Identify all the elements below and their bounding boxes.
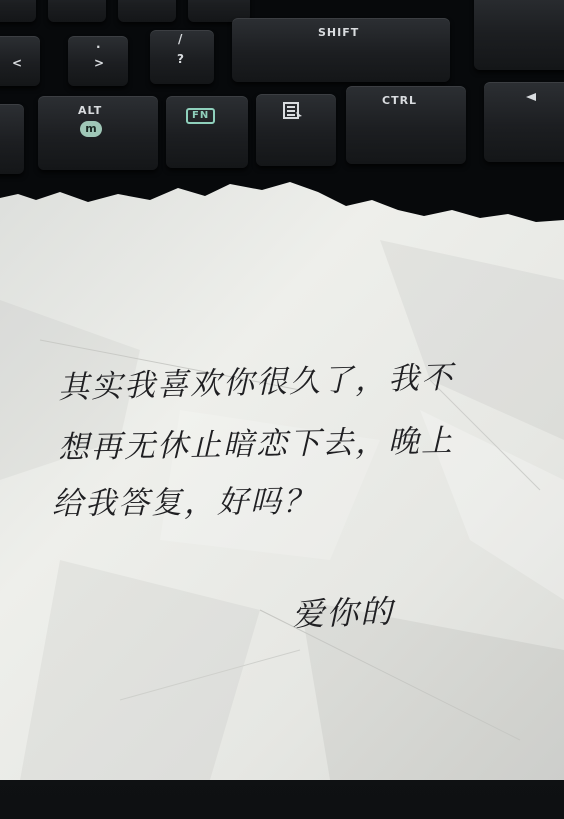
menu-icon bbox=[282, 102, 304, 120]
key-top-left bbox=[0, 0, 36, 22]
key-question bbox=[150, 30, 214, 84]
key-arrow bbox=[484, 82, 564, 162]
key-menu bbox=[256, 94, 336, 166]
signature: 爱你的 bbox=[291, 592, 395, 634]
key-legend: < bbox=[12, 56, 23, 70]
key-legend: ALT bbox=[78, 104, 103, 117]
key-legend-dot: · bbox=[96, 40, 101, 54]
key-shift bbox=[232, 18, 450, 82]
key-ctrl bbox=[346, 86, 466, 164]
key-legend: CTRL bbox=[382, 94, 418, 107]
key-legend: > bbox=[94, 56, 105, 70]
key-less-than bbox=[0, 36, 40, 86]
key-top-3 bbox=[118, 0, 176, 22]
note-line-3: 给我答复，好吗？ bbox=[51, 483, 317, 522]
key-top-2 bbox=[48, 0, 106, 22]
key-legend-slash: / bbox=[178, 32, 183, 46]
key-legend: ? bbox=[177, 52, 184, 66]
key-greater-than bbox=[68, 36, 128, 86]
note-line-1: 其实我喜欢你很久了，我不 bbox=[57, 359, 455, 406]
key-legend: FN bbox=[186, 108, 215, 124]
key-legend: SHIFT bbox=[318, 26, 360, 39]
note-line-2: 想再无休止暗恋下去，晚上 bbox=[57, 423, 455, 466]
key-fn bbox=[166, 96, 248, 168]
alt-badge: m bbox=[80, 121, 102, 137]
key-right-edge bbox=[474, 0, 564, 70]
key-left-edge bbox=[0, 104, 24, 174]
left-arrow-icon bbox=[524, 92, 538, 102]
